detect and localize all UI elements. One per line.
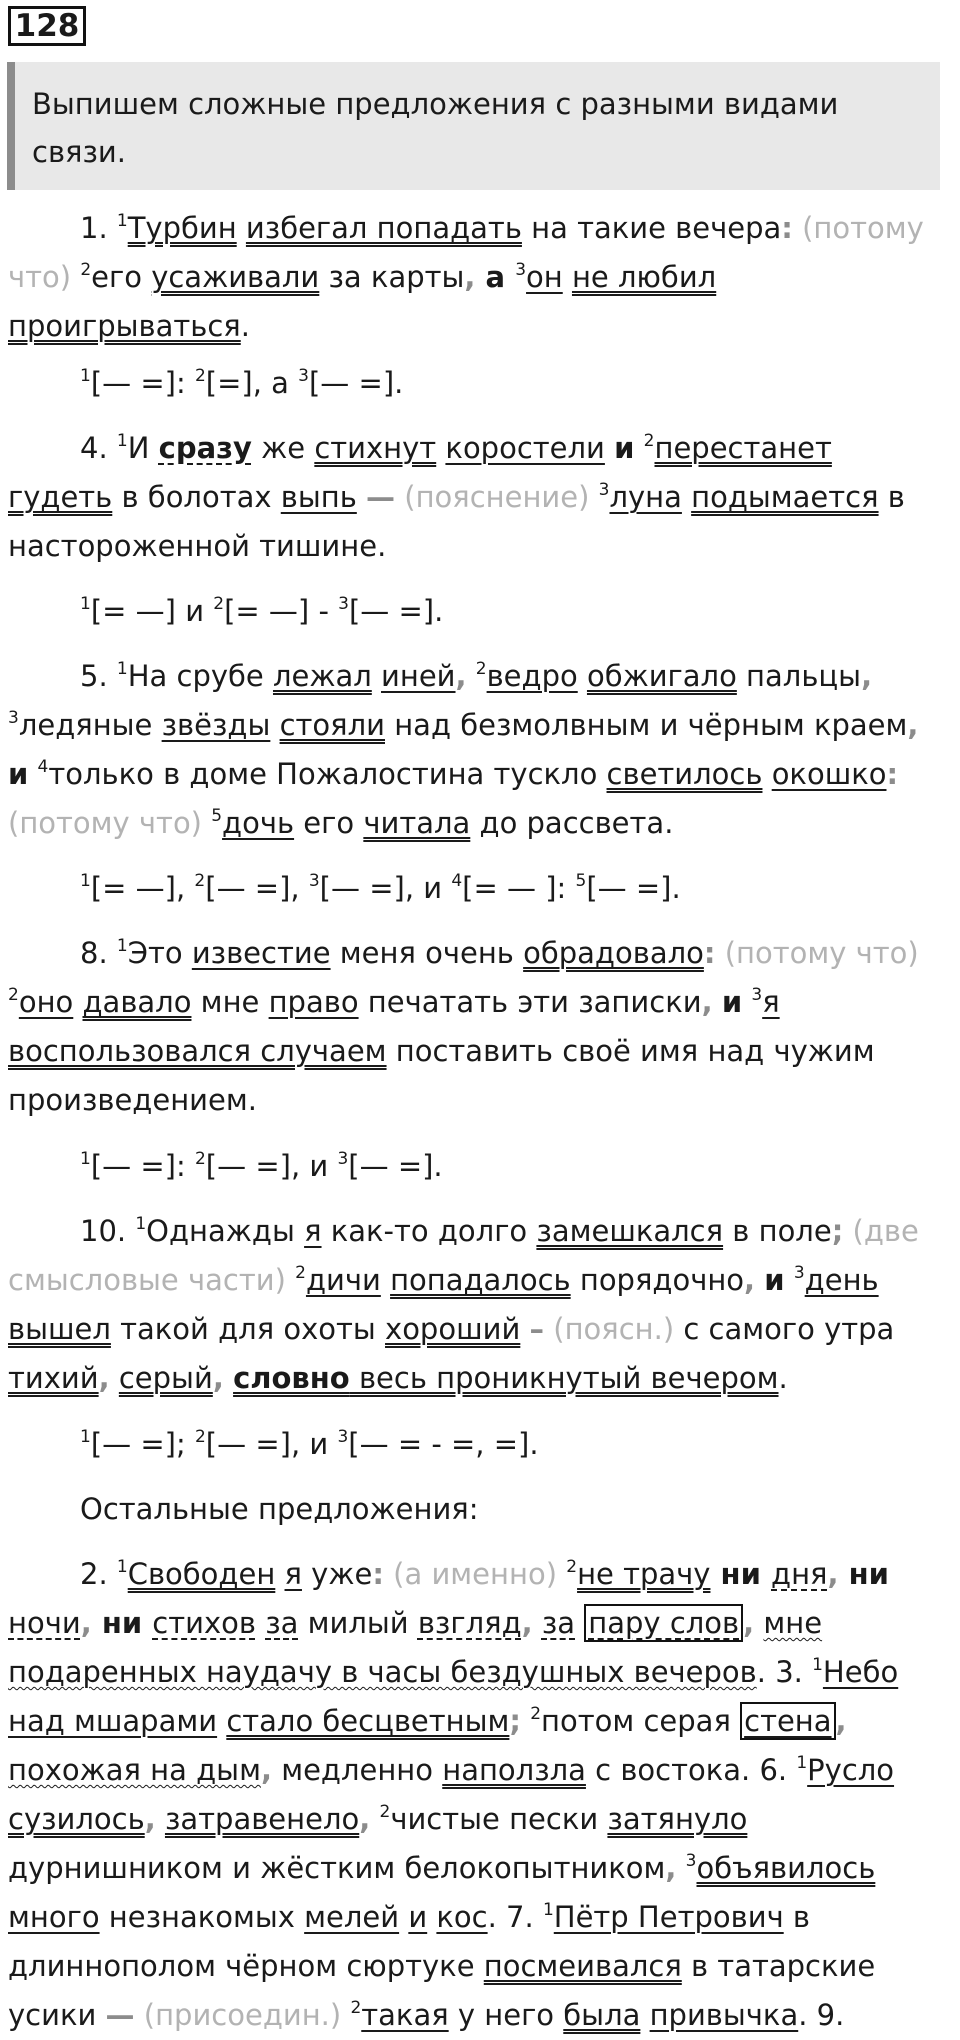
formula-5: $^1$[= —], $^2$[— =], $^3$[— =], и $^4$[= — ]: $^5$[— =]. (80, 871, 681, 905)
boxed-word: пару слов (584, 1604, 743, 1642)
boxed-word: стена (740, 1702, 835, 1740)
formula-10: $^1$[— =]; $^2$[— =], и $^3$[— = - =, =]. (80, 1427, 539, 1461)
formula-1: $^1$[— =]: $^2$[=], а $^3$[— =]. (80, 366, 404, 400)
sentence-1: 1. $^1$Турбин избегал попадать на такие вечера: (потому что) $^2$его усаживали за карты, а $^3$он не любил проигрываться. (8, 211, 924, 343)
formula-8: $^1$[— =]: $^2$[— =], и $^3$[— =]. (80, 1149, 443, 1183)
sentence-10: 10. $^1$Однажды я как-то долго замешкался в поле; (две смысловые части) $^2$дичи попадалось порядочно, и $^3$день вышел такой для охоты хороший – (поясн.) с самого утра тихий, серый, словно весь проникнутый вечером. (8, 1214, 919, 1395)
others-label: Остальные предложения: (80, 1492, 479, 1526)
sentence-4: 4. $^1$И сразу же стихнут коростели и $^2$перестанет гудеть в болотах выпь — (пояснение) $^3$луна подымается в настороженной тишине. (8, 431, 905, 563)
sentence-5: 5. $^1$На срубе лежал иней, $^2$ведро обжигало пальцы, $^3$ледяные звёзды стояли над безмолвным и чёрным краем, и $^4$только в доме Пожалостина тускло светилось окошко: (потому что) $^5$дочь его читала до рассвета. (8, 659, 919, 840)
remaining-sentences: 2. $^1$Свободен я уже: (а именно) $^2$не трачу ни дня, ни ночи, ни стихов за милый взгляд, за пару слов , мне подаренных наудачу в часы бездушных вечеров. 3. $^1$Небо над мшарами стало бесцветным; $^2$потом серая стена , похожая на дым, медленно наползла с востока. 6. $^1$Русло сузилось, затравенело, $^2$чистые пески затянуло дурнишником и жёстким белокопытником, $^3$объявилось много незнакомых мелей и кос. 7. $^1$Пётр Петрович в длиннополом чёрном сюртуке посмеивался в татарские усики — (присоедин.) $^2$такая у него была привычка. 9. (8, 1557, 899, 2032)
task-number-box: 128 (8, 6, 86, 46)
formula-4: $^1$[= —] и $^2$[= —] - $^3$[— =]. (80, 594, 444, 628)
instruction-block: Выпишем сложные предложения с разными видами связи. (7, 62, 940, 190)
sentence-8: 8. $^1$Это известие меня очень обрадовало: (потому что) $^2$оно давало мне право печатать эти записки, и $^3$я воспользовался случаем поставить своё имя над чужим произведением. (8, 936, 919, 1117)
